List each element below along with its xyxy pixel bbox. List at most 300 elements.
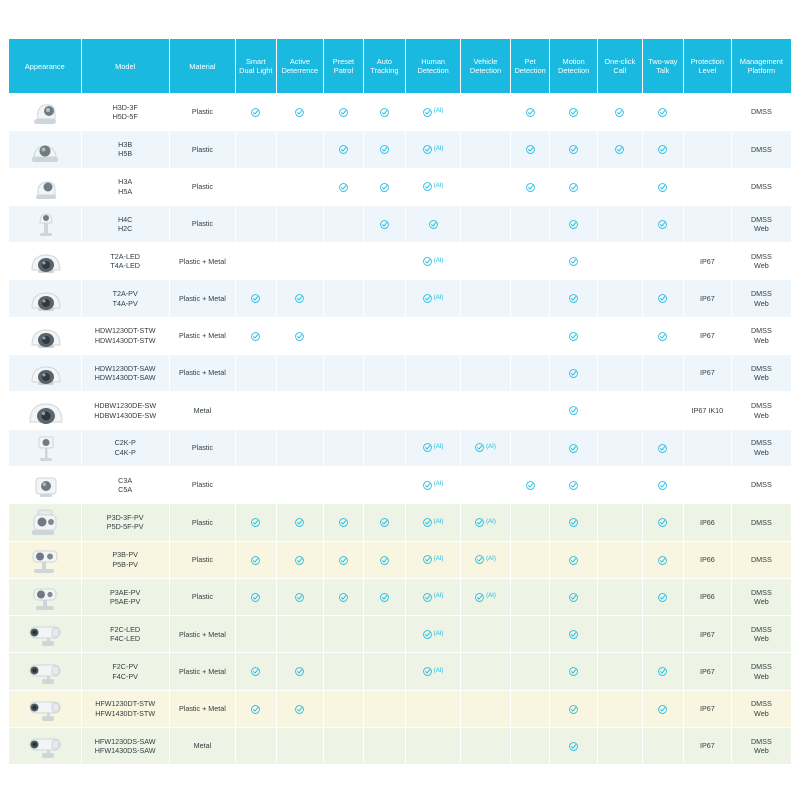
cell-model: HDW1230DT-STW HDW1430DT-STW bbox=[81, 317, 169, 354]
check-icon bbox=[475, 593, 484, 602]
cell-human-detection bbox=[406, 355, 461, 392]
cell-two-way-talk bbox=[642, 131, 683, 168]
check-icon bbox=[423, 555, 432, 564]
table-row bbox=[9, 541, 792, 578]
check-icon bbox=[423, 108, 432, 117]
table-body bbox=[9, 94, 792, 765]
cell-pet-detection bbox=[510, 131, 549, 168]
cell-management-platform: DMSS bbox=[731, 541, 791, 578]
table-row bbox=[9, 728, 792, 765]
cell-pet-detection bbox=[510, 690, 549, 727]
ai-tag: (AI) bbox=[433, 555, 444, 562]
cell-pet-detection bbox=[510, 653, 549, 690]
turret-camera-saw-icon bbox=[9, 358, 81, 388]
cell-material: Plastic + Metal bbox=[169, 317, 235, 354]
dome-camera-metal-icon bbox=[9, 396, 81, 426]
check-icon bbox=[569, 481, 578, 490]
check-icon bbox=[569, 220, 578, 229]
cell-smart-dual-light bbox=[236, 205, 276, 242]
cell-pet-detection bbox=[510, 541, 549, 578]
cell-active-deterrence bbox=[276, 653, 324, 690]
col-preset-patrol-label: Preset Patrol bbox=[332, 57, 355, 75]
cube-camera-indoor-icon bbox=[9, 470, 81, 500]
cell-management-platform: DMSS Web bbox=[731, 728, 791, 765]
check-icon bbox=[475, 443, 484, 452]
col-vehicle-detection-label: Vehicle Detection bbox=[469, 57, 502, 75]
cell-material: Plastic bbox=[169, 578, 235, 615]
col-material-label: Material bbox=[189, 61, 216, 71]
cell-one-click-call bbox=[597, 690, 642, 727]
cell-management-platform: DMSS bbox=[731, 504, 791, 541]
col-human-detection bbox=[406, 39, 461, 94]
cell-two-way-talk bbox=[642, 616, 683, 653]
ai-tag: (AI) bbox=[433, 518, 444, 525]
check-icon bbox=[658, 332, 667, 341]
cell-model: HDBW1230DE-SW HDBW1430DE-SW bbox=[81, 392, 169, 429]
cell-two-way-talk bbox=[642, 168, 683, 205]
check-icon bbox=[569, 630, 578, 639]
cell-auto-tracking bbox=[363, 280, 406, 317]
cell-auto-tracking bbox=[363, 205, 406, 242]
cell-vehicle-detection bbox=[461, 616, 511, 653]
cell-one-click-call bbox=[597, 243, 642, 280]
cell-vehicle-detection bbox=[461, 131, 511, 168]
check-icon bbox=[423, 443, 432, 452]
ai-tag: (AI) bbox=[433, 630, 444, 637]
check-icon bbox=[423, 257, 432, 266]
cell-motion-detection bbox=[550, 243, 598, 280]
cell-pet-detection bbox=[510, 616, 549, 653]
check-icon bbox=[423, 182, 432, 191]
cell-pet-detection bbox=[510, 243, 549, 280]
cell-two-way-talk bbox=[642, 690, 683, 727]
check-icon bbox=[339, 145, 348, 154]
cell-vehicle-detection bbox=[461, 205, 511, 242]
cell-human-detection bbox=[406, 94, 461, 131]
check-icon bbox=[251, 518, 260, 527]
cell-pet-detection bbox=[510, 280, 549, 317]
cell-management-platform: DMSS bbox=[731, 466, 791, 503]
cell-model: P3B-PV P5B-PV bbox=[81, 541, 169, 578]
ai-tag: (AI) bbox=[433, 444, 444, 451]
cell-management-platform: DMSS bbox=[731, 131, 791, 168]
cell-management-platform: DMSS Web bbox=[731, 243, 791, 280]
check-icon bbox=[380, 108, 389, 117]
cell-human-detection bbox=[406, 131, 461, 168]
check-icon bbox=[658, 145, 667, 154]
ai-tag: (AI) bbox=[433, 257, 444, 264]
cell-management-platform: DMSS Web bbox=[731, 280, 791, 317]
cell-auto-tracking bbox=[363, 728, 406, 765]
cell-one-click-call bbox=[597, 653, 642, 690]
cell-auto-tracking bbox=[363, 94, 406, 131]
table-row bbox=[9, 466, 792, 503]
cell-management-platform: DMSS Web bbox=[731, 653, 791, 690]
cell-active-deterrence bbox=[276, 541, 324, 578]
cell-pet-detection bbox=[510, 728, 549, 765]
cell-one-click-call bbox=[597, 94, 642, 131]
cell-motion-detection bbox=[550, 94, 598, 131]
col-material bbox=[169, 39, 235, 94]
col-management-platform-label: Management Platform bbox=[739, 57, 783, 75]
cell-protection-level bbox=[684, 205, 732, 242]
cell-material: Plastic bbox=[169, 466, 235, 503]
cell-active-deterrence bbox=[276, 131, 324, 168]
cell-management-platform: DMSS Web bbox=[731, 392, 791, 429]
cell-vehicle-detection bbox=[461, 504, 511, 541]
check-icon bbox=[339, 108, 348, 117]
cell-vehicle-detection bbox=[461, 168, 511, 205]
cell-two-way-talk bbox=[642, 280, 683, 317]
ai-tag: (AI) bbox=[433, 667, 444, 674]
cell-one-click-call bbox=[597, 541, 642, 578]
cell-motion-detection bbox=[550, 653, 598, 690]
cell-two-way-talk bbox=[642, 578, 683, 615]
cell-human-detection bbox=[406, 317, 461, 354]
cell-motion-detection bbox=[550, 131, 598, 168]
cell-smart-dual-light bbox=[236, 578, 276, 615]
table-row bbox=[9, 94, 792, 131]
header-row bbox=[9, 39, 792, 94]
cell-protection-level: IP67 bbox=[684, 653, 732, 690]
cell-protection-level: IP67 bbox=[684, 690, 732, 727]
check-icon bbox=[380, 183, 389, 192]
cell-motion-detection bbox=[550, 541, 598, 578]
ptz-bullet-pv-icon bbox=[9, 507, 81, 537]
cell-model: F2C-PV F4C-PV bbox=[81, 653, 169, 690]
cell-appearance bbox=[9, 280, 82, 317]
cell-auto-tracking bbox=[363, 168, 406, 205]
cell-pet-detection bbox=[510, 392, 549, 429]
cell-preset-patrol bbox=[324, 504, 363, 541]
cell-preset-patrol bbox=[324, 466, 363, 503]
cell-pet-detection bbox=[510, 504, 549, 541]
check-icon bbox=[339, 183, 348, 192]
cell-preset-patrol bbox=[324, 429, 363, 466]
cell-active-deterrence bbox=[276, 466, 324, 503]
col-two-way-talk-label: Two-way Talk bbox=[648, 57, 678, 75]
cell-appearance bbox=[9, 690, 82, 727]
cell-management-platform: DMSS Web bbox=[731, 429, 791, 466]
cell-material: Plastic bbox=[169, 541, 235, 578]
cell-pet-detection bbox=[510, 355, 549, 392]
cell-smart-dual-light bbox=[236, 429, 276, 466]
cell-vehicle-detection bbox=[461, 690, 511, 727]
cell-smart-dual-light bbox=[236, 541, 276, 578]
col-human-detection-label: Human Detection bbox=[417, 57, 449, 75]
ai-tag: (AI) bbox=[486, 518, 496, 525]
check-icon bbox=[569, 108, 578, 117]
check-icon bbox=[429, 220, 438, 229]
cell-one-click-call bbox=[597, 429, 642, 466]
cell-vehicle-detection bbox=[461, 243, 511, 280]
cell-management-platform: DMSS Web bbox=[731, 690, 791, 727]
cell-vehicle-detection bbox=[461, 466, 511, 503]
cell-human-detection bbox=[406, 243, 461, 280]
cell-human-detection bbox=[406, 504, 461, 541]
cell-two-way-talk bbox=[642, 392, 683, 429]
ai-tag: (AI) bbox=[433, 108, 444, 115]
cell-one-click-call bbox=[597, 355, 642, 392]
cell-motion-detection bbox=[550, 429, 598, 466]
cell-model: T2A-PV T4A-PV bbox=[81, 280, 169, 317]
cell-auto-tracking bbox=[363, 541, 406, 578]
cell-material: Metal bbox=[169, 728, 235, 765]
cell-material: Plastic + Metal bbox=[169, 355, 235, 392]
cell-active-deterrence bbox=[276, 94, 324, 131]
cell-model: F2C-LED F4C-LED bbox=[81, 616, 169, 653]
cell-active-deterrence bbox=[276, 205, 324, 242]
cell-vehicle-detection bbox=[461, 728, 511, 765]
cell-material: Plastic bbox=[169, 131, 235, 168]
cell-model: H3B H5B bbox=[81, 131, 169, 168]
cell-pet-detection bbox=[510, 94, 549, 131]
cell-smart-dual-light bbox=[236, 466, 276, 503]
cell-one-click-call bbox=[597, 317, 642, 354]
check-icon bbox=[526, 183, 535, 192]
cell-model: C3A C5A bbox=[81, 466, 169, 503]
cell-one-click-call bbox=[597, 168, 642, 205]
col-smart-dual-light-label: Smart Dual Light bbox=[239, 57, 273, 75]
check-icon bbox=[423, 481, 432, 490]
cell-appearance bbox=[9, 466, 82, 503]
cell-model: C2K-P C4K-P bbox=[81, 429, 169, 466]
cell-one-click-call bbox=[597, 131, 642, 168]
cell-auto-tracking bbox=[363, 392, 406, 429]
check-icon bbox=[295, 667, 304, 676]
ai-tag: (AI) bbox=[433, 481, 444, 488]
check-icon bbox=[569, 257, 578, 266]
cell-material: Plastic bbox=[169, 94, 235, 131]
col-preset-patrol bbox=[324, 39, 363, 94]
cell-human-detection bbox=[406, 578, 461, 615]
col-motion-detection-label: Motion Detection bbox=[558, 57, 590, 75]
cell-appearance bbox=[9, 131, 82, 168]
ai-tag: (AI) bbox=[486, 555, 496, 562]
cell-preset-patrol bbox=[324, 317, 363, 354]
cell-one-click-call bbox=[597, 616, 642, 653]
check-icon bbox=[295, 518, 304, 527]
table-header bbox=[9, 39, 792, 94]
check-icon bbox=[658, 705, 667, 714]
cell-material: Plastic + Metal bbox=[169, 616, 235, 653]
cell-appearance bbox=[9, 392, 82, 429]
ptz-camera-small-icon bbox=[9, 172, 81, 202]
col-appearance bbox=[9, 39, 82, 94]
cell-model: H3D-3F H5D-5F bbox=[81, 94, 169, 131]
cell-active-deterrence bbox=[276, 728, 324, 765]
check-icon bbox=[569, 518, 578, 527]
cell-smart-dual-light bbox=[236, 616, 276, 653]
cell-protection-level: IP66 bbox=[684, 541, 732, 578]
check-icon bbox=[658, 294, 667, 303]
check-icon bbox=[526, 145, 535, 154]
check-icon bbox=[251, 294, 260, 303]
cell-vehicle-detection bbox=[461, 280, 511, 317]
col-appearance-label: Appearance bbox=[24, 61, 65, 71]
cell-auto-tracking bbox=[363, 466, 406, 503]
cell-motion-detection bbox=[550, 504, 598, 541]
cell-auto-tracking bbox=[363, 317, 406, 354]
table-row bbox=[9, 355, 792, 392]
cell-protection-level: IP67 bbox=[684, 355, 732, 392]
cell-two-way-talk bbox=[642, 243, 683, 280]
cell-smart-dual-light bbox=[236, 392, 276, 429]
cell-appearance bbox=[9, 616, 82, 653]
check-icon bbox=[569, 145, 578, 154]
cell-appearance bbox=[9, 205, 82, 242]
cell-protection-level bbox=[684, 131, 732, 168]
cell-protection-level: IP67 IK10 bbox=[684, 392, 732, 429]
cell-model: T2A-LED T4A-LED bbox=[81, 243, 169, 280]
check-icon bbox=[251, 332, 260, 341]
check-icon bbox=[423, 518, 432, 527]
cell-two-way-talk bbox=[642, 504, 683, 541]
cell-active-deterrence bbox=[276, 690, 324, 727]
cell-appearance bbox=[9, 504, 82, 541]
cell-smart-dual-light bbox=[236, 653, 276, 690]
cell-appearance bbox=[9, 317, 82, 354]
check-icon bbox=[380, 518, 389, 527]
col-motion-detection bbox=[550, 39, 598, 94]
cell-auto-tracking bbox=[363, 504, 406, 541]
cell-human-detection bbox=[406, 168, 461, 205]
cell-smart-dual-light bbox=[236, 94, 276, 131]
cell-vehicle-detection bbox=[461, 541, 511, 578]
cell-auto-tracking bbox=[363, 243, 406, 280]
cell-vehicle-detection bbox=[461, 653, 511, 690]
mini-ptz-camera-icon bbox=[9, 209, 81, 239]
cell-management-platform: DMSS Web bbox=[731, 317, 791, 354]
cell-management-platform: DMSS bbox=[731, 94, 791, 131]
check-icon bbox=[295, 294, 304, 303]
check-icon bbox=[295, 556, 304, 565]
col-pet-detection-label: Pet Detection bbox=[514, 57, 546, 75]
cell-vehicle-detection bbox=[461, 429, 511, 466]
cell-preset-patrol bbox=[324, 616, 363, 653]
cell-smart-dual-light bbox=[236, 243, 276, 280]
cell-protection-level: IP67 bbox=[684, 616, 732, 653]
check-icon bbox=[295, 108, 304, 117]
cell-auto-tracking bbox=[363, 131, 406, 168]
cell-human-detection bbox=[406, 541, 461, 578]
cell-preset-patrol bbox=[324, 690, 363, 727]
cell-one-click-call bbox=[597, 280, 642, 317]
ai-tag: (AI) bbox=[433, 294, 444, 301]
check-icon bbox=[423, 630, 432, 639]
cell-appearance bbox=[9, 429, 82, 466]
check-icon bbox=[569, 667, 578, 676]
cell-protection-level: IP67 bbox=[684, 280, 732, 317]
col-model bbox=[81, 39, 169, 94]
table-row bbox=[9, 205, 792, 242]
cell-material: Plastic + Metal bbox=[169, 280, 235, 317]
check-icon bbox=[615, 108, 624, 117]
cell-pet-detection bbox=[510, 466, 549, 503]
cell-active-deterrence bbox=[276, 317, 324, 354]
cell-preset-patrol bbox=[324, 131, 363, 168]
col-model-label: Model bbox=[115, 61, 136, 71]
check-icon bbox=[569, 593, 578, 602]
cell-vehicle-detection bbox=[461, 578, 511, 615]
cell-active-deterrence bbox=[276, 243, 324, 280]
cell-preset-patrol bbox=[324, 280, 363, 317]
check-icon bbox=[569, 556, 578, 565]
check-icon bbox=[380, 556, 389, 565]
cell-two-way-talk bbox=[642, 541, 683, 578]
cell-appearance bbox=[9, 653, 82, 690]
cell-one-click-call bbox=[597, 392, 642, 429]
cell-material: Plastic + Metal bbox=[169, 653, 235, 690]
cell-auto-tracking bbox=[363, 616, 406, 653]
cell-material: Plastic bbox=[169, 429, 235, 466]
cell-vehicle-detection bbox=[461, 392, 511, 429]
cell-auto-tracking bbox=[363, 429, 406, 466]
col-auto-tracking-label: Auto Tracking bbox=[370, 57, 399, 75]
cell-smart-dual-light bbox=[236, 280, 276, 317]
check-icon bbox=[380, 145, 389, 154]
turret-camera-led-icon bbox=[9, 246, 81, 276]
check-icon bbox=[251, 667, 260, 676]
ai-tag: (AI) bbox=[486, 593, 496, 600]
check-icon bbox=[339, 518, 348, 527]
check-icon bbox=[658, 220, 667, 229]
check-icon bbox=[526, 108, 535, 117]
cell-protection-level bbox=[684, 429, 732, 466]
cell-material: Metal bbox=[169, 392, 235, 429]
cell-smart-dual-light bbox=[236, 728, 276, 765]
check-icon bbox=[423, 667, 432, 676]
cell-human-detection bbox=[406, 205, 461, 242]
cell-active-deterrence bbox=[276, 429, 324, 466]
cell-motion-detection bbox=[550, 205, 598, 242]
cell-pet-detection bbox=[510, 429, 549, 466]
cell-active-deterrence bbox=[276, 578, 324, 615]
cell-motion-detection bbox=[550, 317, 598, 354]
cell-protection-level: IP66 bbox=[684, 578, 732, 615]
col-active-deterrence-label: Active Deterrence bbox=[281, 57, 319, 75]
check-icon bbox=[339, 556, 348, 565]
cell-motion-detection bbox=[550, 392, 598, 429]
check-icon bbox=[658, 481, 667, 490]
cell-protection-level: IP67 bbox=[684, 728, 732, 765]
cell-one-click-call bbox=[597, 205, 642, 242]
cell-one-click-call bbox=[597, 728, 642, 765]
cell-preset-patrol bbox=[324, 392, 363, 429]
col-two-way-talk bbox=[642, 39, 683, 94]
table-row bbox=[9, 653, 792, 690]
cell-model: H4C H2C bbox=[81, 205, 169, 242]
cell-two-way-talk bbox=[642, 94, 683, 131]
check-icon bbox=[295, 332, 304, 341]
check-icon bbox=[475, 518, 484, 527]
table-row bbox=[9, 578, 792, 615]
cell-preset-patrol bbox=[324, 205, 363, 242]
cell-motion-detection bbox=[550, 616, 598, 653]
cell-pet-detection bbox=[510, 168, 549, 205]
check-icon bbox=[569, 406, 578, 415]
check-icon bbox=[615, 145, 624, 154]
cell-smart-dual-light bbox=[236, 131, 276, 168]
cell-auto-tracking bbox=[363, 578, 406, 615]
check-icon bbox=[658, 593, 667, 602]
bullet-camera-metal-icon bbox=[9, 731, 81, 761]
cell-material: Plastic bbox=[169, 504, 235, 541]
cell-auto-tracking bbox=[363, 653, 406, 690]
cell-human-detection bbox=[406, 429, 461, 466]
cell-two-way-talk bbox=[642, 429, 683, 466]
cell-two-way-talk bbox=[642, 355, 683, 392]
